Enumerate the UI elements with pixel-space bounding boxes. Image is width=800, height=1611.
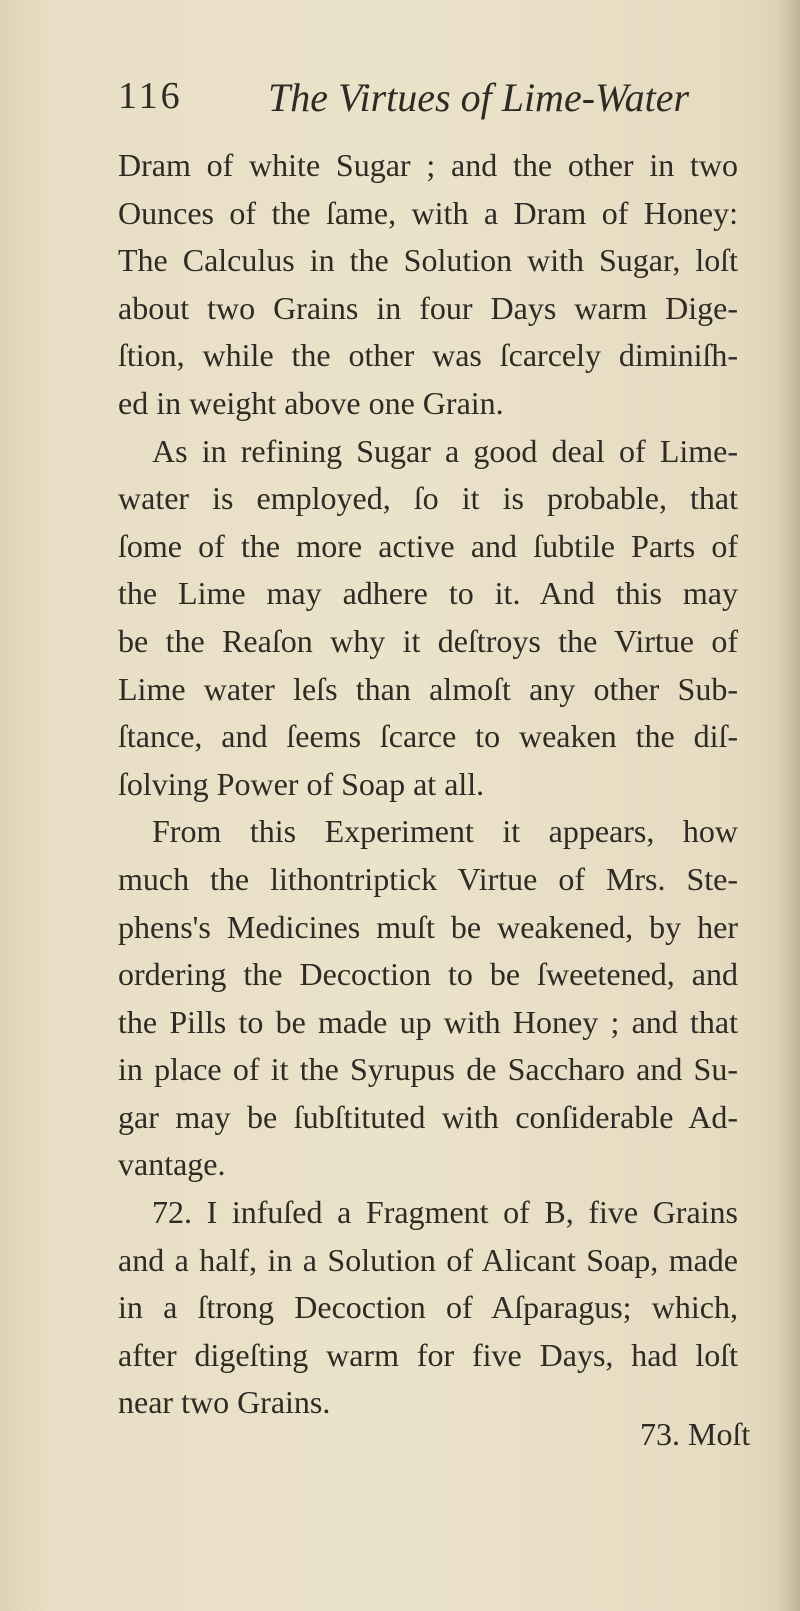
text-line: Lime water leſs than almoſt any other Sub- xyxy=(118,670,738,707)
text-line: the Pills to be made up with Honey ; and that xyxy=(118,1003,738,1040)
page-number: 116 xyxy=(118,75,183,117)
text-line: ed in weight above one Grain. xyxy=(118,384,504,421)
catchword: 73. Moſt xyxy=(640,1416,751,1452)
text-line: in a ſtrong Decoction of Aſparagus; which, xyxy=(118,1289,738,1326)
text-line: after digeſting warm for five Days, had loſt xyxy=(118,1336,738,1373)
text-line: ſome of the more active and ſubtile Parts of xyxy=(118,527,738,564)
text-line: water is employed, ſo it is probable, that xyxy=(118,480,738,517)
text-line: Dram of white Sugar ; and the other in two xyxy=(118,147,738,183)
text-line: The Calculus in the Solution with Sugar, loſt xyxy=(118,242,738,279)
text-line: in place of it the Syrupus de Saccharo and Su- xyxy=(118,1051,738,1088)
page-edge-shadow xyxy=(778,0,800,1611)
text-line: much the lithontriptick Virtue of Mrs. Ste- xyxy=(118,860,738,897)
text-line: phens's Medicines muſt be weakened, by her xyxy=(118,908,738,945)
running-title: The Virtues of Lime-Water xyxy=(268,75,690,120)
text-line: ordering the Decoction to be ſweetened, and xyxy=(118,956,738,993)
text-line: ſtion, while the other was ſcarcely diminiſh- xyxy=(118,337,738,374)
text-line: vantage. xyxy=(118,1146,226,1183)
body-text xyxy=(118,142,738,1427)
text-line: From this Experiment it appears, how xyxy=(152,813,738,850)
text-line: 72. I infuſed a Fragment of B, five Grains xyxy=(152,1194,738,1231)
page-header xyxy=(118,74,738,124)
text-line: As in refining Sugar a good deal of Lime- xyxy=(152,432,738,469)
text-line: ſolving Power of Soap at all. xyxy=(118,765,485,802)
text-line: gar may be ſubſtituted with conſiderable Ad- xyxy=(118,1098,738,1135)
text-line: ſtance, and ſeems ſcarce to weaken the diſ- xyxy=(118,718,738,755)
text-line: near two Grains. xyxy=(118,1384,331,1421)
text-line: Ounces of the ſame, with a Dram of Honey: xyxy=(118,194,738,231)
text-line: be the Reaſon why it deſtroys the Virtue of xyxy=(118,622,738,659)
text-line: about two Grains in four Days warm Dige- xyxy=(118,289,738,326)
text-line: and a half, in a Solution of Alicant Soap, made xyxy=(118,1241,738,1278)
text-line: the Lime may adhere to it. And this may xyxy=(118,575,738,612)
